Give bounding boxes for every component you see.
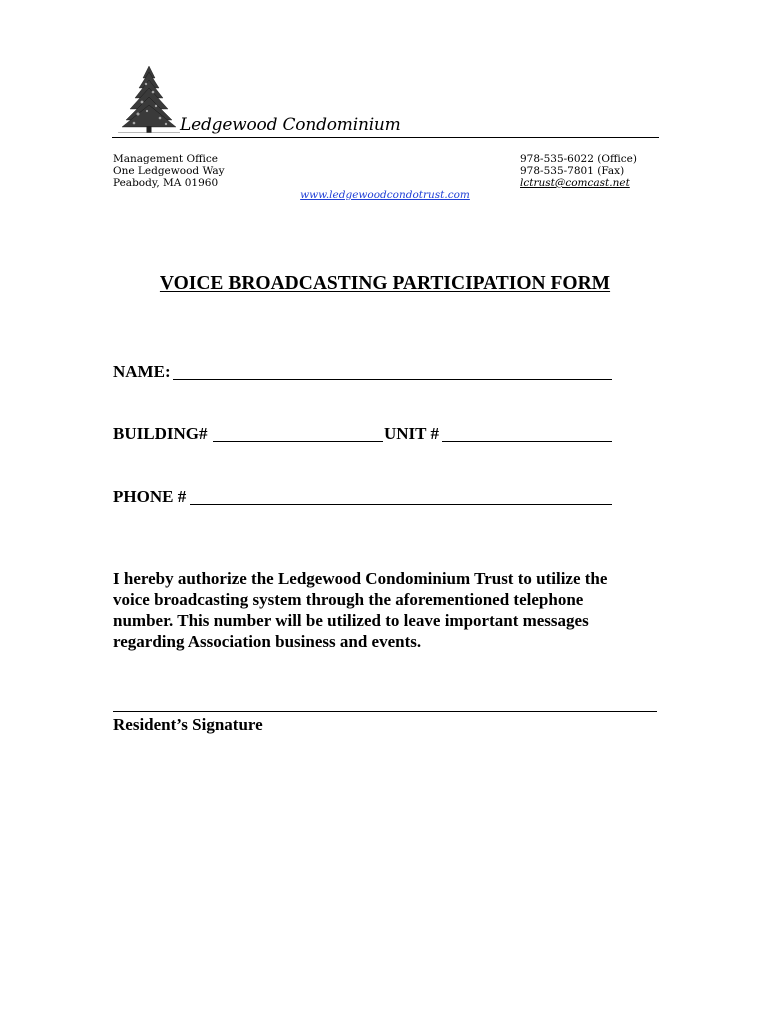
signature-label: Resident’s Signature: [113, 715, 263, 734]
statement-line: regarding Association business and events.: [113, 632, 422, 651]
header-divider: [112, 137, 659, 138]
phone-field-line[interactable]: [190, 504, 612, 505]
form-title: VOICE BROADCASTING PARTICIPATION FORM: [159, 273, 611, 294]
contact-block: [520, 153, 637, 189]
name-label: NAME:: [113, 362, 171, 381]
address-line: Peabody, MA 01960: [113, 177, 219, 189]
unit-label: UNIT #: [384, 424, 439, 443]
phone-label: PHONE #: [113, 487, 187, 506]
email-link[interactable]: lctrust@comcast.net: [520, 177, 630, 189]
building-label: BUILDING#: [113, 424, 208, 443]
fax-number: 978-535-7801 (Fax): [520, 165, 625, 177]
statement-line: voice broadcasting system through the aforementioned telephone: [113, 590, 584, 609]
office-phone: 978-535-6022 (Office): [520, 153, 637, 165]
address-line: Management Office: [113, 153, 218, 165]
address-line: One Ledgewood Way: [113, 165, 225, 177]
statement-line: number. This number will be utilized to leave important messages: [113, 611, 589, 630]
address-block: [113, 153, 225, 189]
authorization-statement: [113, 568, 653, 652]
statement-line: I hereby authorize the Ledgewood Condominium Trust to utilize the: [113, 569, 608, 588]
website-link[interactable]: www.ledgewoodcondotrust.com: [300, 189, 470, 201]
pine-tree-icon: [116, 64, 182, 134]
building-field-line[interactable]: [213, 441, 383, 442]
name-field-line[interactable]: [173, 379, 612, 380]
organization-name: Ledgewood Condominium: [180, 115, 401, 135]
signature-line[interactable]: [113, 711, 657, 712]
unit-field-line[interactable]: [442, 441, 612, 442]
